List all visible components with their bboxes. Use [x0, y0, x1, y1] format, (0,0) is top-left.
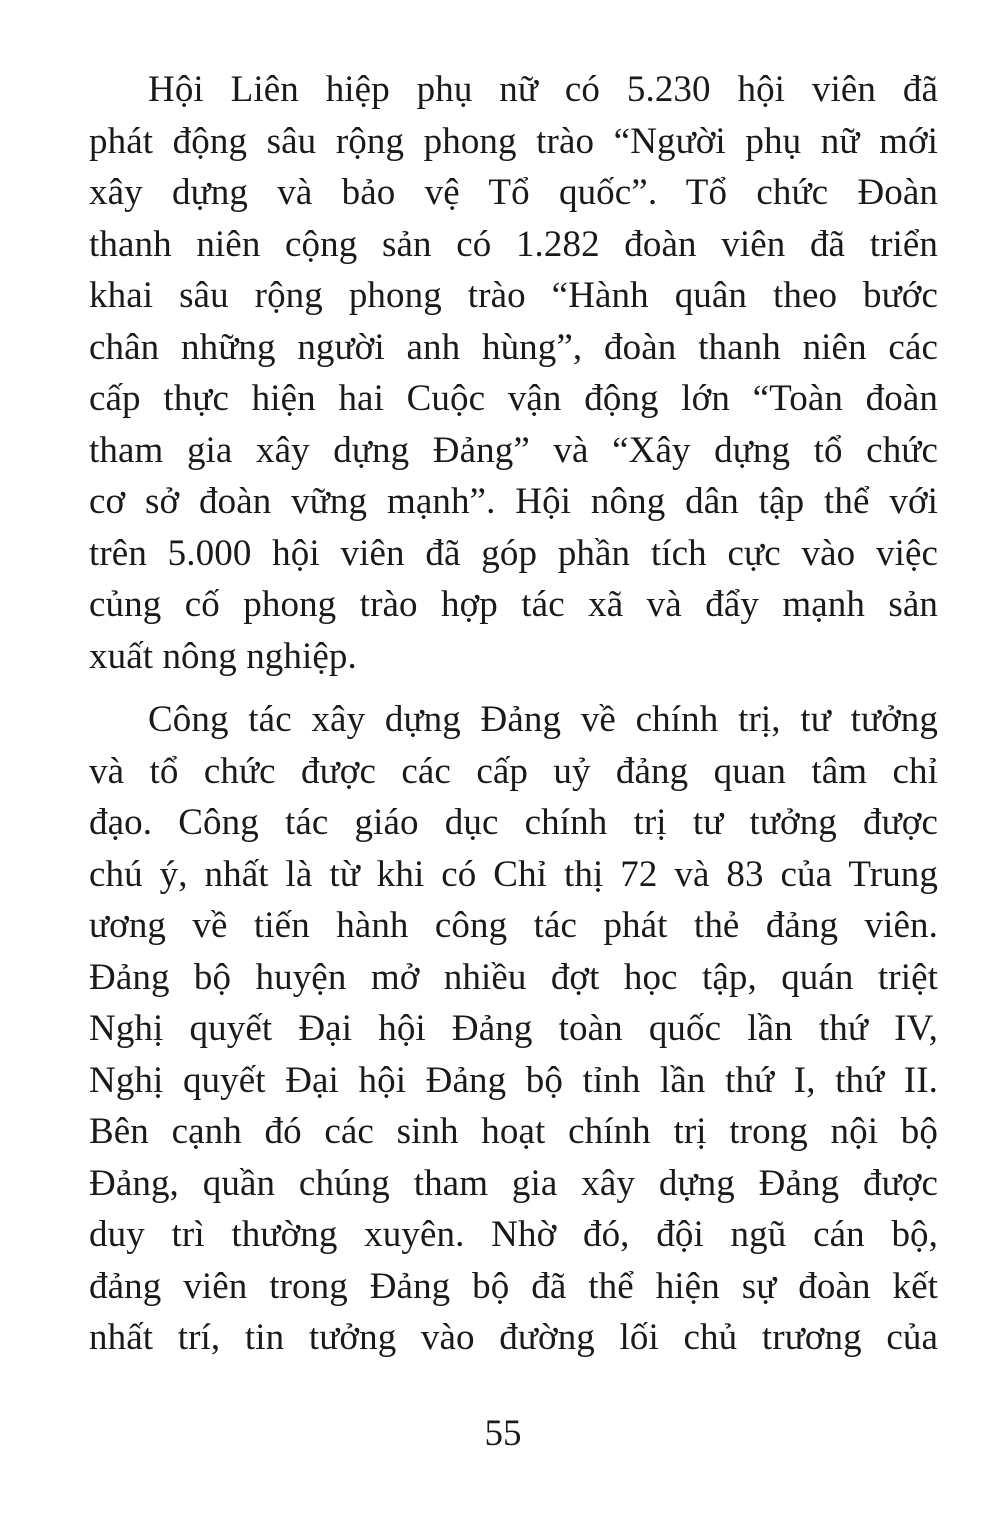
- paragraph-line: Hội Liên hiệp phụ nữ có 5.230 hội viên đã: [148, 69, 938, 110]
- paragraph-line: Đảng, quần chúng tham gia xây dựng Đảng được: [89, 1162, 938, 1204]
- paragraph-line: cơ sở đoàn vững mạnh”. Hội nông dân tập thể với: [89, 481, 938, 522]
- paragraph-line: cấp thực hiện hai Cuộc vận động lớn “Toàn đoàn: [89, 378, 938, 419]
- paragraph-line: chân những người anh hùng”, đoàn thanh niên các: [89, 326, 938, 368]
- paragraph-line: trên 5.000 hội viên đã góp phần tích cực vào việc: [89, 532, 938, 574]
- paragraph-line: Nghị quyết Đại hội Đảng bộ tỉnh lần thứ I, thứ II.: [89, 1059, 938, 1101]
- paragraph-line: Nghị quyết Đại hội Đảng toàn quốc lần thứ IV,: [89, 1008, 938, 1049]
- paragraph-line: Công tác xây dựng Đảng về chính trị, tư tưởng: [148, 699, 938, 740]
- paragraph-line: củng cố phong trào hợp tác xã và đẩy mạnh sản: [89, 584, 938, 625]
- paragraph-line: đạo. Công tác giáo dục chính trị tư tưởng được: [89, 802, 938, 843]
- paragraph-line: Bên cạnh đó các sinh hoạt chính trị trong nội bộ: [89, 1111, 938, 1152]
- paragraph-line: tham gia xây dựng Đảng” và “Xây dựng tổ chức: [89, 429, 938, 471]
- paragraph-line: khai sâu rộng phong trào “Hành quân theo bước: [89, 275, 938, 316]
- paragraph-line: ương về tiến hành công tác phát thẻ đảng viên.: [89, 905, 938, 946]
- paragraph-line: đảng viên trong Đảng bộ đã thể hiện sự đoàn kết: [89, 1265, 938, 1307]
- paragraph-line: và tổ chức được các cấp uỷ đảng quan tâm chỉ: [89, 750, 938, 792]
- paragraph-line: chú ý, nhất là từ khi có Chỉ thị 72 và 83 của Trung: [89, 853, 938, 895]
- paragraph-1: [89, 64, 938, 682]
- paragraph-line: duy trì thường xuyên. Nhờ đó, đội ngũ cán bộ,: [89, 1214, 938, 1255]
- paragraph-line: thanh niên cộng sản có 1.282 đoàn viên đã triển: [89, 223, 938, 265]
- paragraph-2: [89, 694, 938, 1364]
- paragraph-line: xây dựng và bảo vệ Tổ quốc”. Tổ chức Đoàn: [89, 172, 938, 213]
- paragraph-line: Đảng bộ huyện mở nhiều đợt học tập, quán triệt: [89, 956, 938, 998]
- paragraph-line: xuất nông nghiệp.: [89, 635, 357, 677]
- paragraph-line: nhất trí, tin tưởng vào đường lối chủ trương của: [89, 1317, 938, 1358]
- paragraph-line: phát động sâu rộng phong trào “Người phụ nữ mới: [89, 120, 938, 162]
- page-number: 55: [484, 1413, 522, 1454]
